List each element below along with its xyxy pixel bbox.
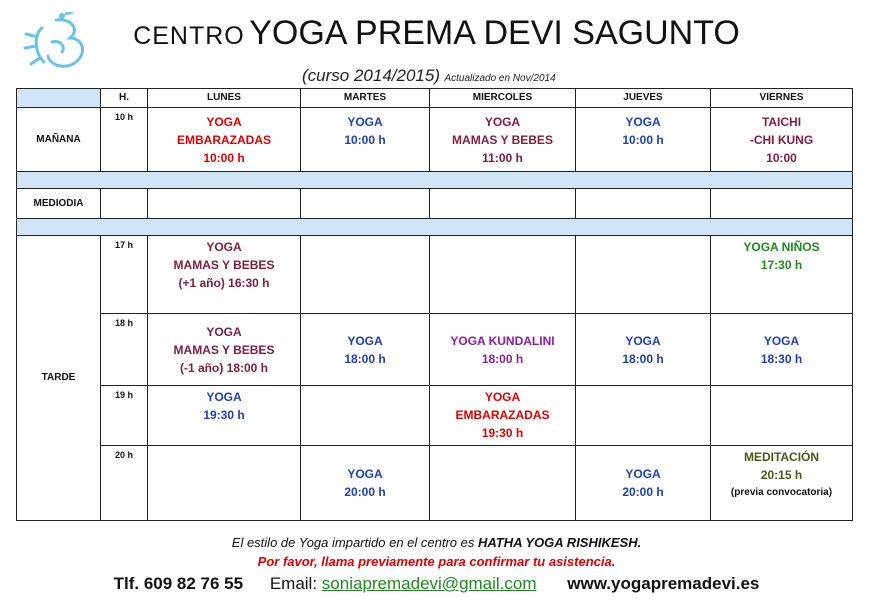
slot-line: 18:00 h xyxy=(622,351,664,366)
slot-line: MEDITACIÓN xyxy=(743,450,820,464)
empty-cell xyxy=(301,189,430,219)
table-row xyxy=(17,314,853,386)
slot-line: YOGA xyxy=(625,467,661,481)
empty-cell xyxy=(430,446,576,521)
slot-fri-10 xyxy=(711,108,853,172)
slot-tue-10 xyxy=(301,108,430,172)
style-note xyxy=(0,535,873,550)
divider-cell xyxy=(17,172,853,189)
slot-wed-19 xyxy=(430,386,576,446)
slot-line: EMBARAZADAS xyxy=(177,132,271,147)
email-link[interactable]: soniapremadevi@gmail.com xyxy=(321,574,537,593)
slot-line: 10:00 h xyxy=(203,150,245,165)
table-row xyxy=(17,446,853,521)
empty-cell xyxy=(576,189,711,219)
slot-line: YOGA xyxy=(625,333,661,348)
hour-20: 20 h xyxy=(101,446,148,521)
slot-line: 10:00 xyxy=(766,150,797,165)
title-main: YOGA PREMA DEVI SAGUNTO xyxy=(249,14,740,52)
slot-line: YOGA xyxy=(206,114,242,129)
slot-line: (+1 año) 16:30 h xyxy=(178,276,270,290)
slot-line: YOGA xyxy=(347,333,383,348)
slot-line: YOGA xyxy=(206,390,242,404)
updated-note: Actualizado en Nov/2014 xyxy=(444,73,556,84)
table-header-row xyxy=(17,89,853,108)
schedule-table xyxy=(16,88,853,521)
empty-cell xyxy=(711,386,853,446)
subtitle xyxy=(302,66,556,86)
phone: Tlf. 609 82 76 55 xyxy=(113,574,244,593)
empty-cell xyxy=(711,189,853,219)
slot-line: MAMAS Y BEBES xyxy=(452,132,553,147)
slot-line: 18:00 h xyxy=(344,351,386,366)
empty-cell xyxy=(101,189,148,219)
slot-line: YOGA xyxy=(625,114,661,129)
slot-line: 11:00 h xyxy=(482,150,523,165)
slot-line: 20:15 h xyxy=(760,468,803,482)
slot-tue-20 xyxy=(301,446,430,521)
divider-cell xyxy=(17,219,853,236)
slot-mon-10 xyxy=(148,108,301,172)
table-row xyxy=(17,236,853,314)
slot-thu-18 xyxy=(576,314,711,386)
slot-line: 20:00 h xyxy=(622,485,664,499)
period-afternoon: TARDE xyxy=(17,236,101,521)
slot-line: YOGA xyxy=(347,114,383,129)
header-day-thursday: JUEVES xyxy=(576,89,711,108)
slot-line: 10:00 h xyxy=(622,132,664,147)
slot-line: 10:00 h xyxy=(344,132,386,147)
slot-line: YOGA NIÑOS xyxy=(743,240,820,254)
slot-line: (-1 año) 18:00 h xyxy=(179,360,269,375)
slot-line: 18:30 h xyxy=(760,351,803,366)
slot-line: EMBARAZADAS xyxy=(455,408,550,422)
page-title xyxy=(0,14,873,53)
empty-cell xyxy=(148,189,301,219)
slot-mon-19 xyxy=(148,386,301,446)
slot-line: YOGA xyxy=(347,467,383,481)
slot-wed-18 xyxy=(430,314,576,386)
style-name: HATHA YOGA RISHIKESH. xyxy=(477,535,642,550)
notice: Por favor, llama previamente para confirmar tu asistencia. xyxy=(257,554,616,569)
slot-line: YOGA xyxy=(763,333,800,348)
contact-line xyxy=(0,574,873,594)
slot-line: 20:00 h xyxy=(344,485,386,499)
hour-17: 17 h xyxy=(101,236,148,314)
table-row xyxy=(17,108,853,172)
slot-fri-20 xyxy=(711,446,853,521)
title-prefix: CENTRO xyxy=(133,22,245,50)
empty-cell xyxy=(430,236,576,314)
slot-mon-18 xyxy=(148,314,301,386)
empty-cell xyxy=(430,189,576,219)
table-row xyxy=(17,189,853,219)
slot-thu-10 xyxy=(576,108,711,172)
slot-line: (previa convocatoria) xyxy=(730,487,833,498)
email-label: Email: xyxy=(269,574,322,593)
slot-line: YOGA xyxy=(206,324,242,339)
course-year: (curso 2014/2015) xyxy=(302,66,440,85)
divider-band xyxy=(17,172,853,189)
period-morning: MAÑANA xyxy=(17,108,101,172)
hour-19: 19 h xyxy=(101,386,148,446)
slot-fri-17 xyxy=(711,236,853,314)
slot-mon-17 xyxy=(148,236,301,314)
slot-line: 17:30 h xyxy=(760,258,803,272)
slot-line: YOGA xyxy=(206,240,242,254)
slot-line: TAICHI xyxy=(761,114,802,129)
divider-band xyxy=(17,219,853,236)
slot-wed-10 xyxy=(430,108,576,172)
empty-cell xyxy=(301,386,430,446)
slot-line: YOGA xyxy=(484,390,521,404)
empty-cell xyxy=(576,386,711,446)
header-day-friday: VIERNES xyxy=(711,89,853,108)
empty-cell xyxy=(301,236,430,314)
period-midday: MEDIODIA xyxy=(17,189,101,219)
slot-line: YOGA xyxy=(484,114,521,129)
hour-18: 18 h xyxy=(101,314,148,386)
slot-line: 19:30 h xyxy=(481,426,524,440)
slot-line: YOGA KUNDALINI xyxy=(450,333,555,348)
table-row xyxy=(17,386,853,446)
empty-cell xyxy=(576,236,711,314)
header-day-monday: LUNES xyxy=(148,89,301,108)
style-text: El estilo de Yoga impartido en el centro es xyxy=(231,535,478,550)
slot-tue-18 xyxy=(301,314,430,386)
slot-line: MAMAS Y BEBES xyxy=(173,258,275,272)
header-corner-cell xyxy=(17,89,101,108)
slot-thu-20 xyxy=(576,446,711,521)
hour-10: 10 h xyxy=(101,108,148,172)
slot-line: -CHI KUNG xyxy=(749,132,814,147)
empty-cell xyxy=(148,446,301,521)
slot-fri-18 xyxy=(711,314,853,386)
website-link[interactable]: www.yogapremadevi.es xyxy=(567,574,760,593)
slot-line: 19:30 h xyxy=(203,408,245,422)
header-hour: H. xyxy=(101,89,148,108)
slot-line: 18:00 h xyxy=(481,351,524,366)
header-day-wednesday: MIERCOLES xyxy=(430,89,576,108)
header-day-tuesday: MARTES xyxy=(301,89,430,108)
slot-line: MAMAS Y BEBES xyxy=(173,342,275,357)
